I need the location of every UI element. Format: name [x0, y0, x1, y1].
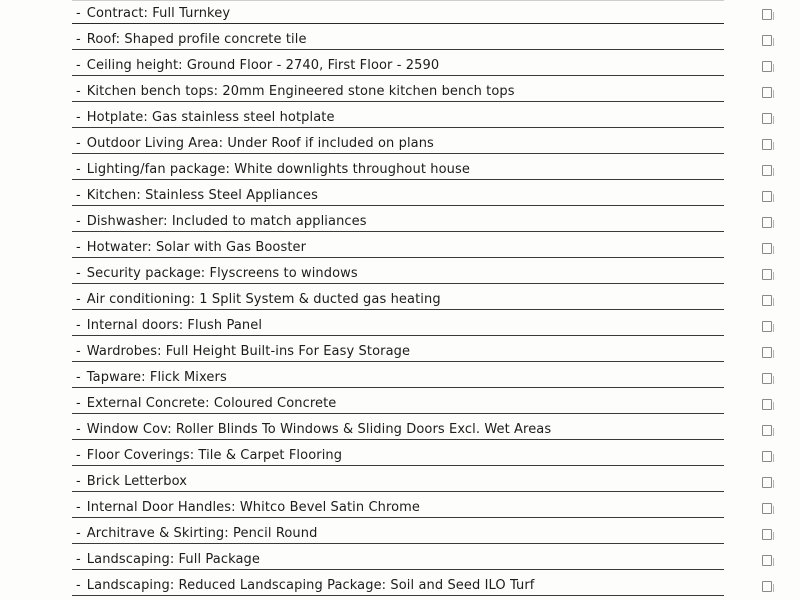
underline-rule — [72, 257, 724, 258]
checklist-item-text — [76, 578, 534, 593]
checkbox-icon[interactable] — [762, 373, 772, 384]
underline-rule — [72, 543, 724, 544]
checklist-row — [0, 156, 800, 182]
underline-rule — [72, 413, 724, 414]
checklist-row — [0, 0, 800, 26]
checklist-item-text — [76, 552, 260, 567]
checklist-row — [0, 442, 800, 468]
checklist-row — [0, 260, 800, 286]
checklist-item-text — [76, 188, 318, 203]
underline-rule — [72, 569, 724, 570]
checklist-item-text — [76, 448, 342, 463]
bullet-dash: - — [76, 136, 81, 151]
underline-rule — [72, 387, 724, 388]
checklist-item-text — [76, 474, 187, 489]
checkbox-icon[interactable] — [762, 295, 772, 306]
checklist-item-label: Landscaping: Full Package — [86, 552, 260, 567]
checklist-row — [0, 520, 800, 546]
checkbox-icon[interactable] — [762, 35, 772, 46]
checklist-item-label: Kitchen bench tops: 20mm Engineered stone kitchen bench tops — [86, 84, 515, 99]
checkbox-icon[interactable] — [762, 217, 772, 228]
checkbox-icon[interactable] — [762, 425, 772, 436]
checklist-item-label: Brick Letterbox — [86, 474, 188, 489]
checkbox-icon[interactable] — [762, 9, 772, 20]
checkbox-icon[interactable] — [762, 503, 772, 514]
bullet-dash: - — [76, 6, 81, 21]
bullet-dash: - — [76, 266, 81, 281]
checklist-item-text — [76, 266, 358, 281]
checklist-row — [0, 234, 800, 260]
bullet-dash: - — [76, 396, 81, 411]
checkbox-icon[interactable] — [762, 61, 772, 72]
underline-rule — [72, 517, 724, 518]
underline-rule — [72, 23, 724, 24]
checklist-item-text — [76, 6, 230, 21]
bullet-dash: - — [76, 162, 81, 177]
bullet-dash: - — [76, 474, 81, 489]
checkbox-icon[interactable] — [762, 113, 772, 124]
checkbox-icon[interactable] — [762, 581, 772, 592]
bullet-dash: - — [76, 32, 81, 47]
checklist-item-text — [76, 162, 470, 177]
bullet-dash: - — [76, 84, 81, 99]
checkbox-icon[interactable] — [762, 399, 772, 410]
checklist-item-text — [76, 344, 410, 359]
checklist-item-text — [76, 292, 441, 307]
checklist-item-label: Contract: Full Turnkey — [86, 6, 231, 21]
checkbox-icon[interactable] — [762, 165, 772, 176]
underline-rule — [72, 101, 724, 102]
bullet-dash: - — [76, 448, 81, 463]
checklist-row — [0, 104, 800, 130]
checklist-row — [0, 52, 800, 78]
bullet-dash: - — [76, 318, 81, 333]
checklist-row — [0, 572, 800, 598]
checklist-row — [0, 78, 800, 104]
checklist-item-text — [76, 214, 367, 229]
checklist-row — [0, 364, 800, 390]
checklist-item-label: Kitchen: Stainless Steel Appliances — [86, 188, 318, 203]
checkbox-icon[interactable] — [762, 191, 772, 202]
checklist-item-text — [76, 136, 434, 151]
checklist-row — [0, 26, 800, 52]
underline-rule — [72, 595, 724, 596]
checkbox-icon[interactable] — [762, 451, 772, 462]
checklist-row — [0, 338, 800, 364]
checklist-item-label: Hotplate: Gas stainless steel hotplate — [86, 110, 335, 125]
checklist-row — [0, 182, 800, 208]
checklist-item-label: Air conditioning: 1 Split System & ducted gas heating — [86, 292, 441, 307]
checklist-item-label: Floor Coverings: Tile & Carpet Flooring — [86, 448, 343, 463]
bullet-dash: - — [76, 240, 81, 255]
checklist-row — [0, 494, 800, 520]
checklist-row — [0, 130, 800, 156]
checklist-item-label: Ceiling height: Ground Floor - 2740, First Floor - 2590 — [86, 58, 440, 73]
underline-rule — [72, 465, 724, 466]
underline-rule — [72, 75, 724, 76]
checklist-item-label: Roof: Shaped profile concrete tile — [86, 32, 307, 47]
underline-rule — [72, 153, 724, 154]
bullet-dash: - — [76, 292, 81, 307]
bullet-dash: - — [76, 370, 81, 385]
checklist-row — [0, 416, 800, 442]
checklist-item-label: Internal doors: Flush Panel — [86, 318, 263, 333]
checklist-item-label: Lighting/fan package: White downlights throughout house — [86, 162, 470, 177]
bullet-dash: - — [76, 552, 81, 567]
checklist-item-text — [76, 110, 335, 125]
checklist-item-text — [76, 240, 306, 255]
underline-rule — [72, 205, 724, 206]
underline-rule — [72, 283, 724, 284]
checklist-item-label: Window Cov: Roller Blinds To Windows & Sliding Doors Excl. Wet Areas — [86, 422, 552, 437]
bullet-dash: - — [76, 578, 81, 593]
underline-rule — [72, 491, 724, 492]
checklist-item-label: External Concrete: Coloured Concrete — [86, 396, 337, 411]
checklist-item-text — [76, 58, 439, 73]
underline-rule — [72, 49, 724, 50]
checkbox-icon[interactable] — [762, 347, 772, 358]
underline-rule — [72, 439, 724, 440]
checklist-item-text — [76, 318, 262, 333]
checklist-item-label: Security package: Flyscreens to windows — [86, 266, 358, 281]
checklist-item-label: Tapware: Flick Mixers — [86, 370, 227, 385]
checklist-row — [0, 208, 800, 234]
checklist-item-text — [76, 422, 551, 437]
bullet-dash: - — [76, 110, 81, 125]
underline-rule — [72, 361, 724, 362]
checklist-row — [0, 390, 800, 416]
underline-rule — [72, 231, 724, 232]
underline-rule — [72, 335, 724, 336]
checklist-item-label: Landscaping: Reduced Landscaping Package: Soil and Seed ILO Turf — [86, 578, 535, 593]
underline-rule — [72, 309, 724, 310]
checklist-item-label: Hotwater: Solar with Gas Booster — [86, 240, 307, 255]
bullet-dash: - — [76, 500, 81, 515]
checklist-row — [0, 468, 800, 494]
checklist-item-label: Wardrobes: Full Height Built-ins For Easy Storage — [86, 344, 411, 359]
underline-rule — [72, 179, 724, 180]
underline-rule — [72, 127, 724, 128]
checkbox-icon[interactable] — [762, 269, 772, 280]
checklist-item-label: Internal Door Handles: Whitco Bevel Satin Chrome — [86, 500, 421, 515]
checklist-item-text — [76, 84, 515, 99]
checklist-item-label: Dishwasher: Included to match appliances — [86, 214, 367, 229]
checklist-item-label: Architrave & Skirting: Pencil Round — [86, 526, 318, 541]
checklist-row — [0, 312, 800, 338]
checklist-item-text — [76, 500, 420, 515]
checkbox-icon[interactable] — [762, 321, 772, 332]
checklist-item-label: Outdoor Living Area: Under Roof if included on plans — [86, 136, 434, 151]
checklist-item-text — [76, 370, 227, 385]
bullet-dash: - — [76, 526, 81, 541]
checklist-item-text — [76, 526, 317, 541]
bullet-dash: - — [76, 422, 81, 437]
checklist-item-text — [76, 32, 307, 47]
bullet-dash: - — [76, 344, 81, 359]
checkbox-icon[interactable] — [762, 139, 772, 150]
checklist-row — [0, 546, 800, 572]
bullet-dash: - — [76, 188, 81, 203]
bullet-dash: - — [76, 214, 81, 229]
checkbox-icon[interactable] — [762, 477, 772, 488]
checklist-row — [0, 286, 800, 312]
checklist-item-text — [76, 396, 336, 411]
checkbox-icon[interactable] — [762, 243, 772, 254]
checkbox-icon[interactable] — [762, 555, 772, 566]
checkbox-icon[interactable] — [762, 529, 772, 540]
checkbox-icon[interactable] — [762, 87, 772, 98]
bullet-dash: - — [76, 58, 81, 73]
